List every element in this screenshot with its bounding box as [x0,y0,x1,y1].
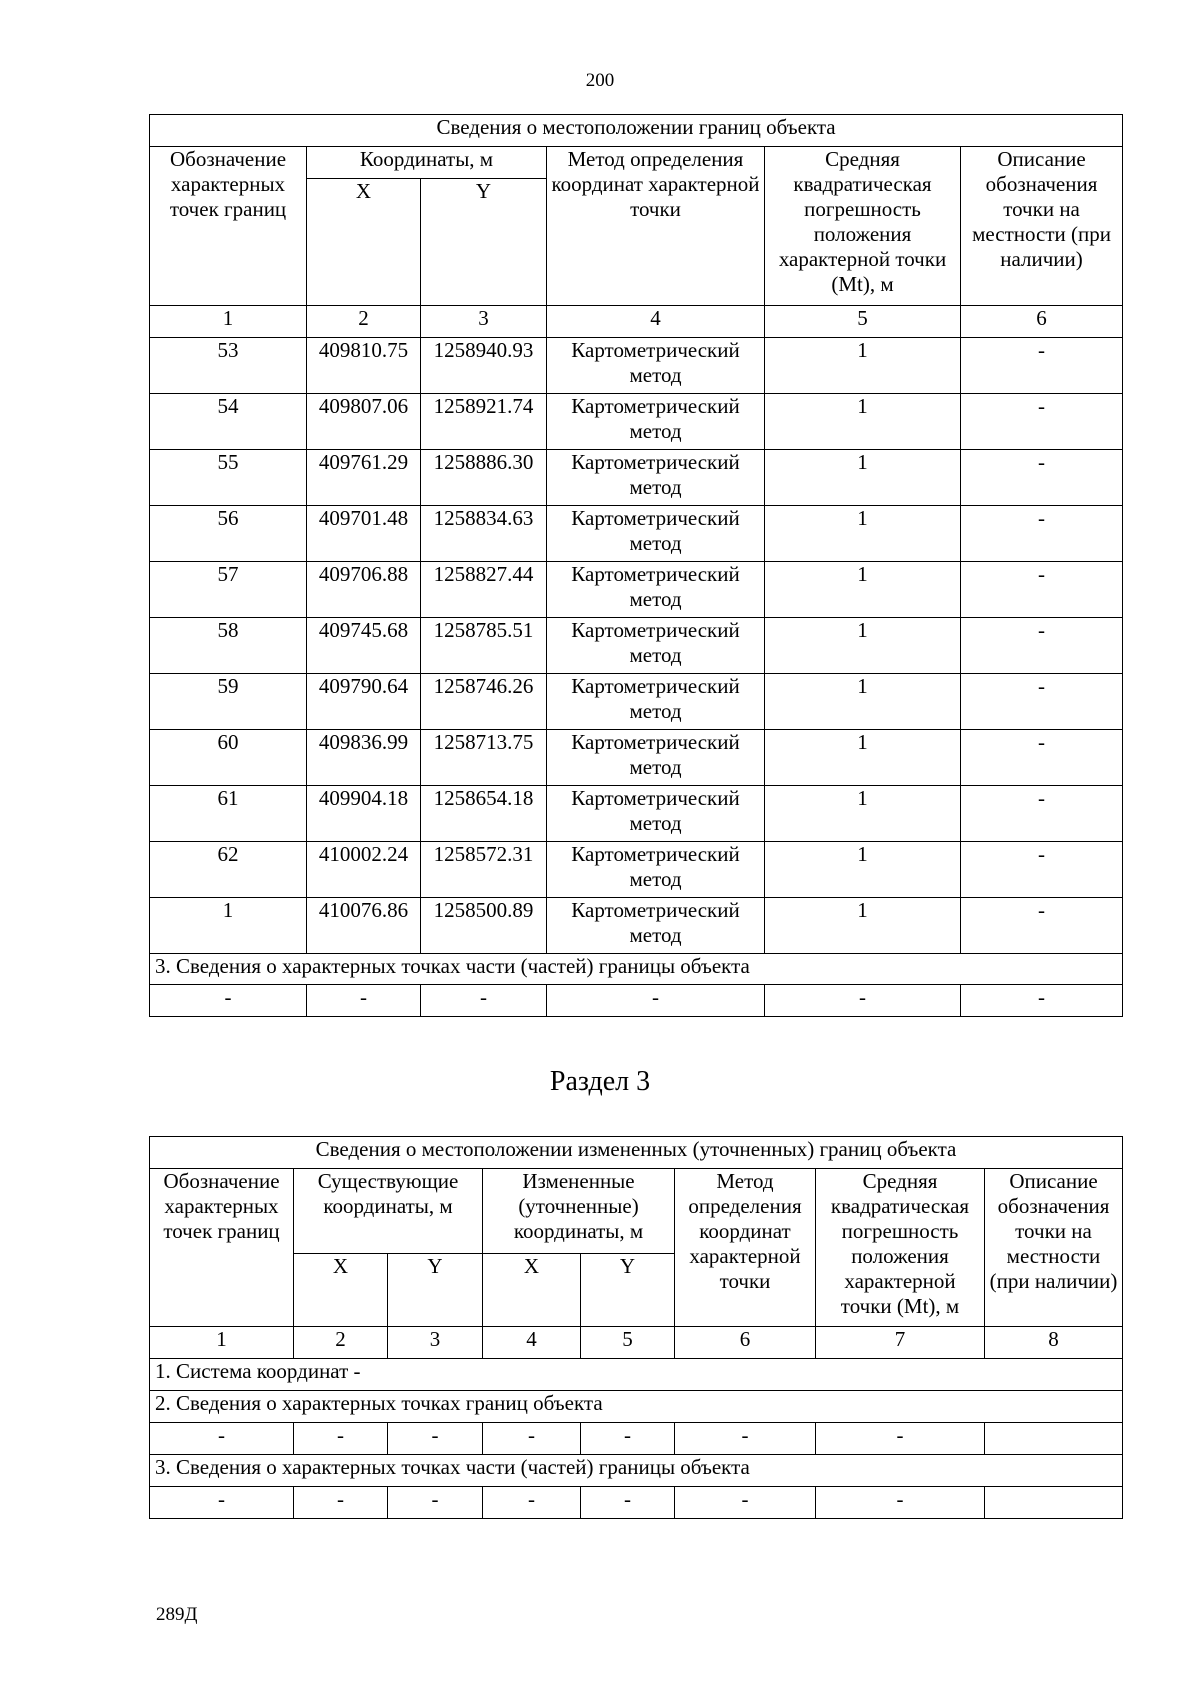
table-row [150,730,1123,786]
table-row [150,618,1123,674]
table-row [150,506,1123,562]
table-cell: - [765,985,961,1017]
table-cell: 8 [985,1327,1123,1359]
table-row [150,338,1123,394]
cell-y: 1258834.63 [421,506,547,562]
table-cell: - [675,1487,816,1519]
table-cell: - [388,1487,483,1519]
cell-method: Картометрический метод [547,562,765,618]
table-cell: - [307,985,421,1017]
cell-error: 1 [765,730,961,786]
cell-method: Картометрический метод [547,674,765,730]
boundary-coordinates-table [149,114,1123,1017]
cell-error: 1 [765,618,961,674]
table-cell: 7 [816,1327,985,1359]
cell-description: - [961,506,1123,562]
table-title: Сведения о местоположении границ объекта [150,115,1123,147]
cell-x: 410076.86 [307,898,421,954]
cell-y: 1258785.51 [421,618,547,674]
table-cell: - [483,1423,581,1455]
table-cell: - [547,985,765,1017]
cell-error: 1 [765,898,961,954]
table-cell: 4 [547,306,765,338]
header-description: Описание обозначения точки на местности (при наличии) [985,1169,1123,1327]
cell-error: 1 [765,562,961,618]
header-coordinates: Координаты, м [307,147,547,179]
table-cell: - [816,1423,985,1455]
table-cell [985,1423,1123,1455]
table-cell: 6 [675,1327,816,1359]
table-cell: - [816,1487,985,1519]
cell-point: 59 [150,674,307,730]
table-cell: - [150,1487,294,1519]
cell-error: 1 [765,674,961,730]
cell-x: 409706.88 [307,562,421,618]
cell-y: 1258654.18 [421,786,547,842]
table-row [150,674,1123,730]
cell-method: Картометрический метод [547,842,765,898]
cell-x: 409807.06 [307,394,421,450]
table-cell: - [675,1423,816,1455]
table-cell: - [483,1487,581,1519]
cell-description: - [961,338,1123,394]
cell-description: - [961,394,1123,450]
section2-label: 2. Сведения о характерных точках границ объекта [150,1391,1123,1423]
table-cell: 3 [421,306,547,338]
header-existing-y: Y [388,1254,483,1327]
cell-y: 1258572.31 [421,842,547,898]
header-changed-x: X [483,1254,581,1327]
header-existing-x: X [294,1254,388,1327]
table-cell: - [581,1423,675,1455]
page-number: 200 [585,70,615,91]
cell-x: 409904.18 [307,786,421,842]
table-cell: 3 [388,1327,483,1359]
cell-point: 57 [150,562,307,618]
cell-method: Картометрический метод [547,450,765,506]
cell-y: 1258827.44 [421,562,547,618]
header-method: Метод определения координат характерной точки [675,1169,816,1327]
table-title: Сведения о местоположении измененных (уточненных) границ объекта [150,1137,1123,1169]
header-changed-coordinates: Измененные (уточненные) координаты, м [483,1169,675,1254]
cell-method: Картометрический метод [547,394,765,450]
table-cell: 1 [150,1327,294,1359]
cell-y: 1258500.89 [421,898,547,954]
section3-label: 3. Сведения о характерных точках части (частей) границы объекта [150,1455,1123,1487]
table-cell: 1 [150,306,307,338]
section3-data-row [150,1487,1123,1519]
cell-y: 1258713.75 [421,730,547,786]
table-cell: - [150,985,307,1017]
table-cell: - [388,1423,483,1455]
cell-error: 1 [765,394,961,450]
cell-method: Картометрический метод [547,506,765,562]
section1-row [150,1359,1123,1391]
header-x: X [307,179,421,306]
cell-x: 410002.24 [307,842,421,898]
header-method: Метод определения координат характерной точки [547,147,765,306]
cell-description: - [961,618,1123,674]
cell-x: 409745.68 [307,618,421,674]
cell-description: - [961,674,1123,730]
section3-row [150,954,1123,985]
cell-description: - [961,898,1123,954]
table-cell: 2 [307,306,421,338]
table-row [150,898,1123,954]
cell-point: 53 [150,338,307,394]
cell-description: - [961,730,1123,786]
table-cell: - [581,1487,675,1519]
cell-error: 1 [765,450,961,506]
cell-x: 409761.29 [307,450,421,506]
cell-error: 1 [765,506,961,562]
table-cell: - [150,1423,294,1455]
section2-data-row [150,1423,1123,1455]
table-cell: 2 [294,1327,388,1359]
cell-x: 409701.48 [307,506,421,562]
table-cell [985,1487,1123,1519]
cell-description: - [961,842,1123,898]
cell-description: - [961,786,1123,842]
cell-method: Картометрический метод [547,786,765,842]
header-description: Описание обозначения точки на местности (при наличии) [961,147,1123,306]
table-cell: 6 [961,306,1123,338]
cell-method: Картометрический метод [547,898,765,954]
section2-row [150,1391,1123,1423]
cell-description: - [961,450,1123,506]
cell-point: 60 [150,730,307,786]
cell-error: 1 [765,786,961,842]
section-title: Раздел 3 [549,1066,651,1097]
cell-error: 1 [765,338,961,394]
cell-point: 62 [150,842,307,898]
column-numbers-row [150,1327,1123,1359]
table-row [150,786,1123,842]
section3-label: 3. Сведения о характерных точках части (частей) границы объекта [150,954,1123,985]
cell-method: Картометрический метод [547,338,765,394]
table-cell: 5 [581,1327,675,1359]
cell-x: 409790.64 [307,674,421,730]
cell-description: - [961,562,1123,618]
cell-y: 1258940.93 [421,338,547,394]
table-cell: - [294,1487,388,1519]
header-y: Y [421,179,547,306]
cell-y: 1258921.74 [421,394,547,450]
cell-x: 409810.75 [307,338,421,394]
header-error: Средняя квадратическая погрешность положения характерной точки (Mt), м [816,1169,985,1327]
table-cell: 4 [483,1327,581,1359]
table-row [150,394,1123,450]
table-cell: 5 [765,306,961,338]
table-row [150,842,1123,898]
cell-y: 1258746.26 [421,674,547,730]
cell-method: Картометрический метод [547,618,765,674]
cell-method: Картометрический метод [547,730,765,786]
footer-code: 289Д [156,1604,198,1625]
cell-point: 56 [150,506,307,562]
header-existing-coordinates: Существующие координаты, м [294,1169,483,1254]
cell-point: 58 [150,618,307,674]
cell-point: 54 [150,394,307,450]
header-point: Обозначение характерных точек границ [150,1169,294,1327]
cell-error: 1 [765,842,961,898]
section3-row [150,1455,1123,1487]
header-error: Средняя квадратическая погрешность положения характерной точки (Mt), м [765,147,961,306]
header-changed-y: Y [581,1254,675,1327]
cell-y: 1258886.30 [421,450,547,506]
table-cell: - [421,985,547,1017]
cell-point: 55 [150,450,307,506]
column-numbers-row [150,306,1123,338]
changed-boundary-table [149,1136,1123,1519]
header-point: Обозначение характерных точек границ [150,147,307,306]
cell-point: 1 [150,898,307,954]
cell-point: 61 [150,786,307,842]
table-row [150,562,1123,618]
section3-data-row [150,985,1123,1017]
table-cell: - [294,1423,388,1455]
table-cell: - [961,985,1123,1017]
cell-x: 409836.99 [307,730,421,786]
section1-label: 1. Система координат - [150,1359,1123,1391]
table-row [150,450,1123,506]
